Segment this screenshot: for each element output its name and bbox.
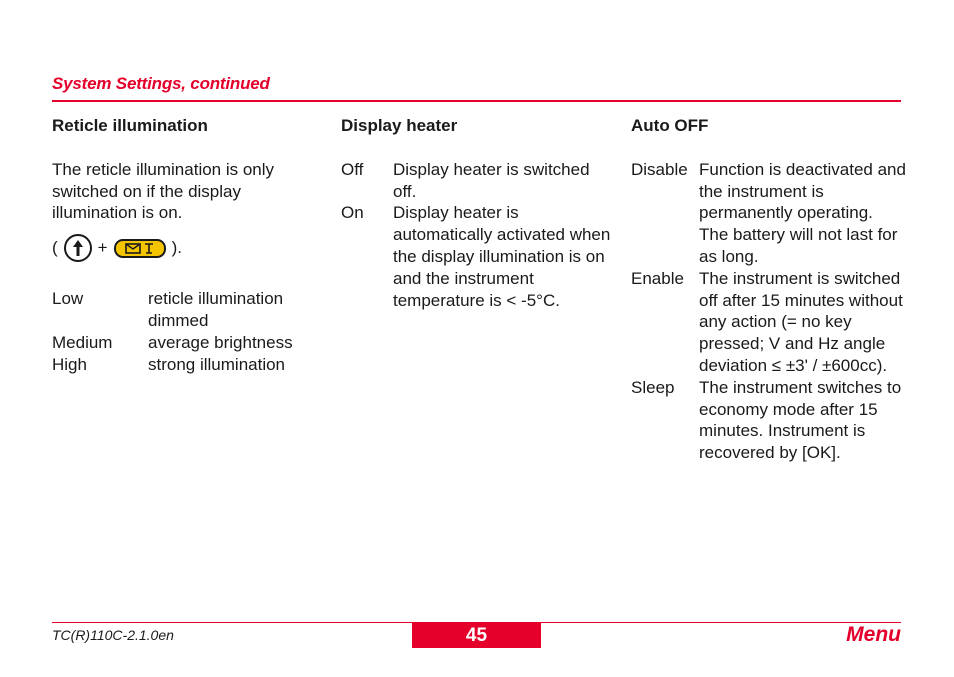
list-item bbox=[52, 288, 322, 332]
auto-off-heading: Auto OFF bbox=[631, 116, 709, 135]
option-term: Off bbox=[341, 159, 364, 179]
option-description: Display heater is switched off. bbox=[393, 159, 590, 201]
section-title: System Settings, continued bbox=[52, 74, 270, 93]
list-item bbox=[341, 159, 616, 203]
option-description: reticle illumination dimmed bbox=[148, 289, 284, 330]
key-combo-close: ). bbox=[171, 238, 182, 258]
option-term: Sleep bbox=[631, 377, 675, 397]
list-item bbox=[631, 377, 906, 464]
option-description: The instrument is switched off after 15 minutes without any action (= no key pressed; V and Hz angle deviation ≤ ±3' / ±600cc). bbox=[699, 268, 903, 375]
reticle-illumination-heading: Reticle illumination bbox=[52, 116, 208, 135]
option-term: Disable bbox=[631, 159, 688, 179]
option-description: Display heater is automatically activated when the display illumination is on and the instrument temperature is < -5°C. bbox=[393, 203, 611, 310]
key-combo-open: ( bbox=[52, 238, 58, 258]
list-item bbox=[341, 202, 616, 311]
option-description: The instrument switches to economy mode after 15 minutes. Instrument is recovered by [OK]. bbox=[699, 377, 902, 463]
reticle-illumination-description: The reticle illumination is only switched on if the display illumination is on. bbox=[52, 159, 275, 223]
option-description: average brightness bbox=[148, 332, 293, 352]
option-term: Enable bbox=[631, 268, 684, 288]
option-description: strong illumination bbox=[148, 354, 286, 374]
list-item bbox=[52, 332, 322, 354]
list-item bbox=[631, 268, 906, 377]
option-description: Function is deactivated and the instrument is permanently operating. The battery will not last for as long. bbox=[699, 159, 906, 266]
auto-off-options-list bbox=[631, 159, 906, 464]
display-heater-column bbox=[341, 115, 616, 311]
list-item bbox=[631, 159, 906, 268]
heater-options-list bbox=[341, 159, 616, 312]
up-arrow-key-icon bbox=[64, 234, 92, 262]
reticle-options-list bbox=[52, 288, 322, 375]
function-key-icon bbox=[114, 239, 166, 258]
key-combo-plus: + bbox=[97, 238, 108, 258]
option-term: On bbox=[341, 203, 364, 223]
auto-off-column bbox=[631, 115, 906, 464]
list-item bbox=[52, 354, 322, 376]
header-rule bbox=[52, 100, 901, 102]
key-combination bbox=[52, 234, 322, 262]
option-term: High bbox=[52, 354, 87, 374]
reticle-illumination-column bbox=[52, 115, 322, 375]
display-heater-heading: Display heater bbox=[341, 116, 458, 135]
document-id: TC(R)110C-2.1.0en bbox=[52, 627, 174, 643]
option-term: Medium bbox=[52, 332, 113, 352]
option-term: Low bbox=[52, 289, 84, 309]
page-number: 45 bbox=[412, 623, 541, 648]
chapter-title: Menu bbox=[846, 623, 901, 646]
